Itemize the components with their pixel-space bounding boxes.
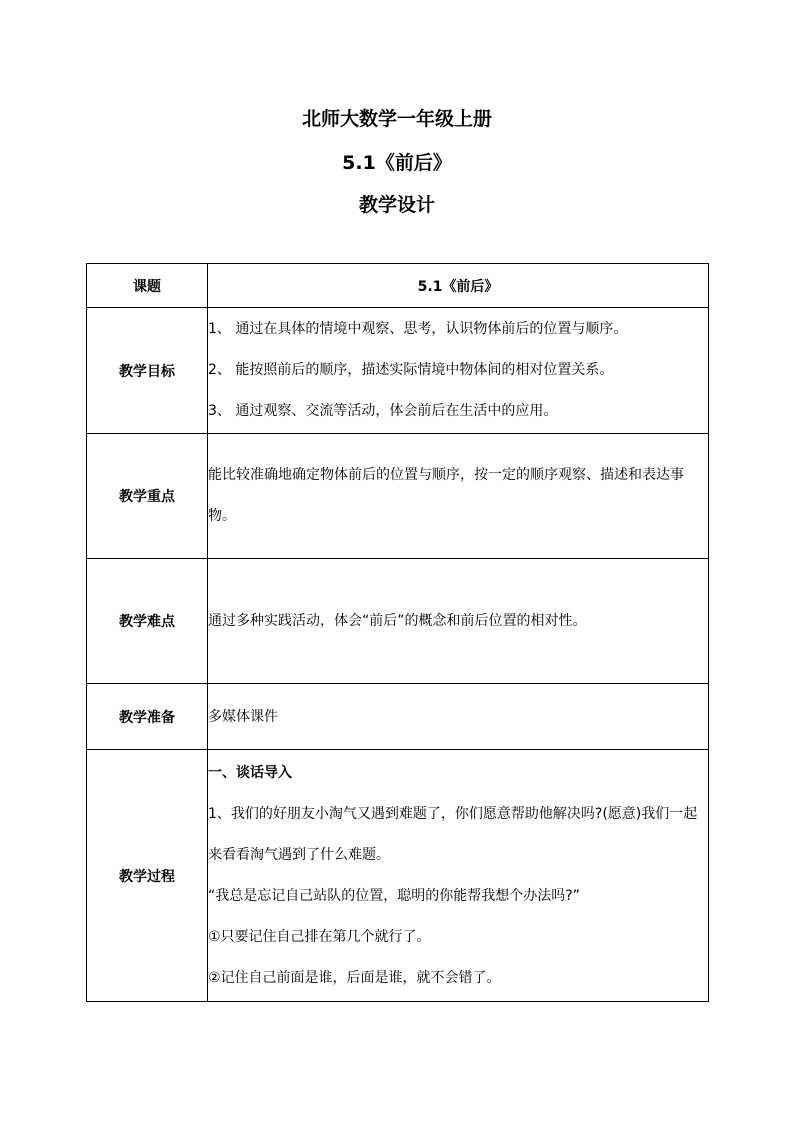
preparation-cell bbox=[208, 684, 709, 750]
process-cell bbox=[208, 750, 709, 1002]
lesson-number-title: 5.1《前后》 bbox=[342, 152, 452, 174]
goal-item: 2、 能按照前后的顺序，描述实际情境中物体间的相对位置关系。 bbox=[208, 362, 614, 378]
process-paragraph: 1、我们的好朋友小淘气又遇到难题了，你们愿意帮助他解决吗?(愿意)我们一起来看看淘气遇到了什么难题。 bbox=[208, 805, 698, 863]
process-option: ②记住自己前面是谁，后面是谁，就不会错了。 bbox=[208, 969, 501, 986]
course-label: 课题 bbox=[87, 264, 208, 308]
goals-cell bbox=[208, 308, 709, 434]
course-title: 5.1《前后》 bbox=[208, 264, 709, 308]
goals-label: 教学目标 bbox=[87, 308, 208, 434]
process-section-title: 一、谈话导入 bbox=[208, 764, 292, 781]
key-points-label: 教学重点 bbox=[87, 434, 208, 559]
document-title: 北师大数学一年级上册 bbox=[301, 108, 492, 130]
difficulty-label: 教学难点 bbox=[87, 559, 208, 684]
difficulty-cell bbox=[208, 559, 709, 684]
table-row bbox=[87, 264, 709, 308]
table-row bbox=[87, 559, 709, 684]
table-row bbox=[87, 684, 709, 750]
key-points-text: 能比较准确地确定物体前后的位置与顺序，按一定的顺序观察、描述和表达事物。 bbox=[208, 467, 684, 524]
preparation-text: 多媒体课件 bbox=[208, 708, 278, 725]
process-option: ①只要记住自己排在第几个就行了。 bbox=[208, 928, 431, 945]
table-row bbox=[87, 308, 709, 434]
table-row bbox=[87, 750, 709, 1002]
lesson-plan-table bbox=[86, 263, 709, 1002]
preparation-label: 教学准备 bbox=[87, 684, 208, 750]
table-row bbox=[87, 434, 709, 559]
goal-item: 1、 通过在具体的情境中观察、思考，认识物体前后的位置与顺序。 bbox=[208, 321, 628, 337]
document-subtitle: 教学设计 bbox=[358, 194, 435, 216]
process-quote: “我总是忘记自己站队的位置，聪明的你能帮我想个办法吗?” bbox=[208, 887, 580, 904]
key-points-cell bbox=[208, 434, 709, 559]
goal-item: 3、 通过观察、交流等活动，体会前后在生活中的应用。 bbox=[208, 403, 558, 419]
process-label: 教学过程 bbox=[87, 750, 208, 1002]
difficulty-text: 通过多种实践活动，体会“前后”的概念和前后位置的相对性。 bbox=[208, 612, 587, 629]
